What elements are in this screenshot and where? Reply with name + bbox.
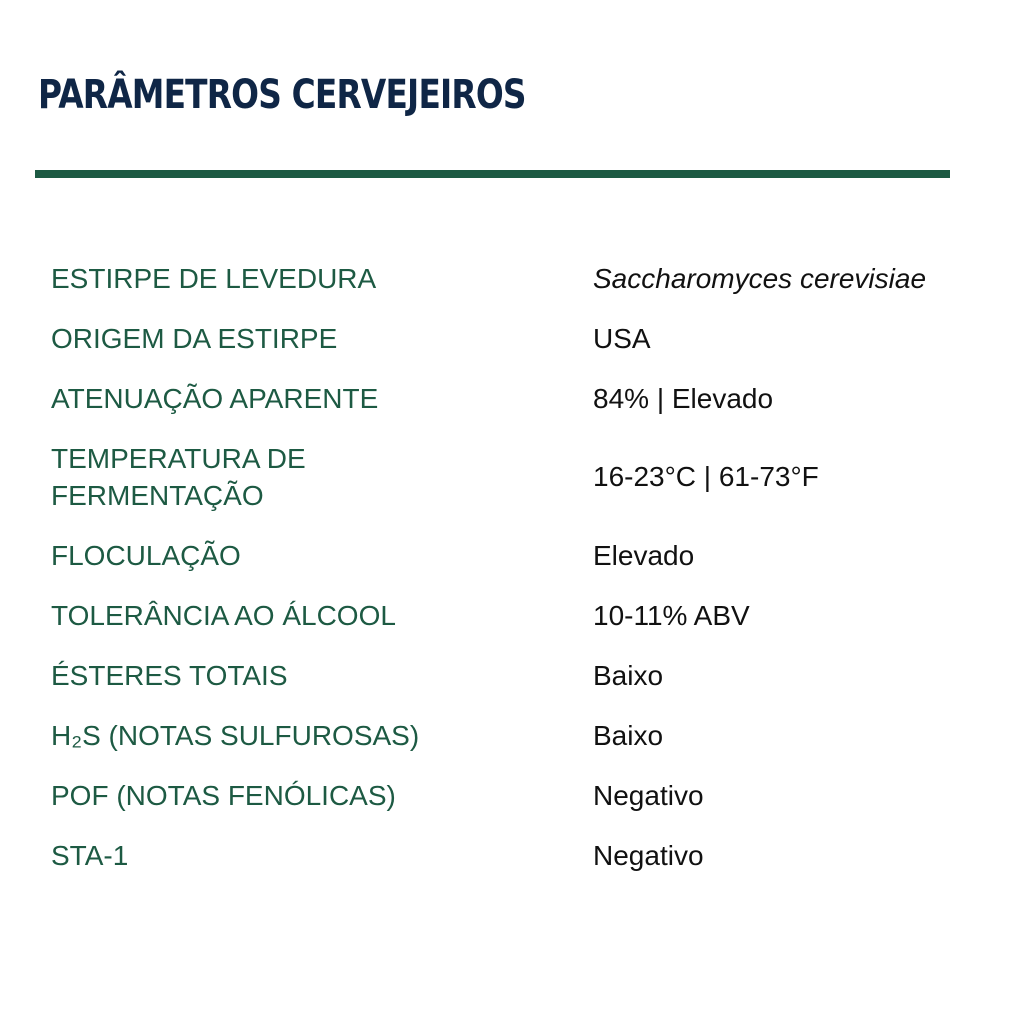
param-row-strain-origin [51,308,981,368]
param-value: 84% | Elevado [593,382,774,414]
param-row-alcohol-tolerance [51,585,981,645]
param-label-line: FERMENTAÇÃO [51,479,264,511]
param-value: Baixo [593,659,664,691]
param-label: POF (NOTAS FENÓLICAS) [51,779,396,811]
param-row-attenuation [51,368,981,428]
title-divider [35,170,950,178]
param-row-yeast-strain [51,248,981,308]
param-row-total-esters [51,645,981,705]
param-value: Elevado [593,539,695,571]
parameters-table [51,248,981,885]
param-row-sta1 [51,825,981,885]
param-row-flocculation [51,525,981,585]
param-row-h2s [51,705,981,765]
param-label: FLOCULAÇÃO [51,539,241,571]
param-value: Negativo [593,839,704,871]
param-label: ÉSTERES TOTAIS [51,659,288,691]
param-value: USA [593,322,651,354]
page-title: PARÂMETROS CERVEJEIROS [38,72,526,118]
param-value: 16-23°C | 61-73°F [593,461,819,492]
param-label-line: TEMPERATURA DE [51,442,306,474]
param-label: ATENUAÇÃO APARENTE [51,382,379,414]
param-value: 10-11% ABV [593,599,750,631]
param-label [51,440,593,514]
param-label: ORIGEM DA ESTIRPE [51,322,338,354]
param-label: TOLERÂNCIA AO ÁLCOOL [51,599,396,631]
param-label: ESTIRPE DE LEVEDURA [51,262,377,294]
param-value: Baixo [593,719,664,751]
param-value: Saccharomyces cerevisiae [593,262,927,294]
param-row-pof [51,765,981,825]
param-value: Negativo [593,779,704,811]
param-row-fermentation-temperature [51,428,981,525]
param-label: STA-1 [51,839,129,871]
param-label: H₂S (NOTAS SULFUROSAS) [51,719,420,751]
